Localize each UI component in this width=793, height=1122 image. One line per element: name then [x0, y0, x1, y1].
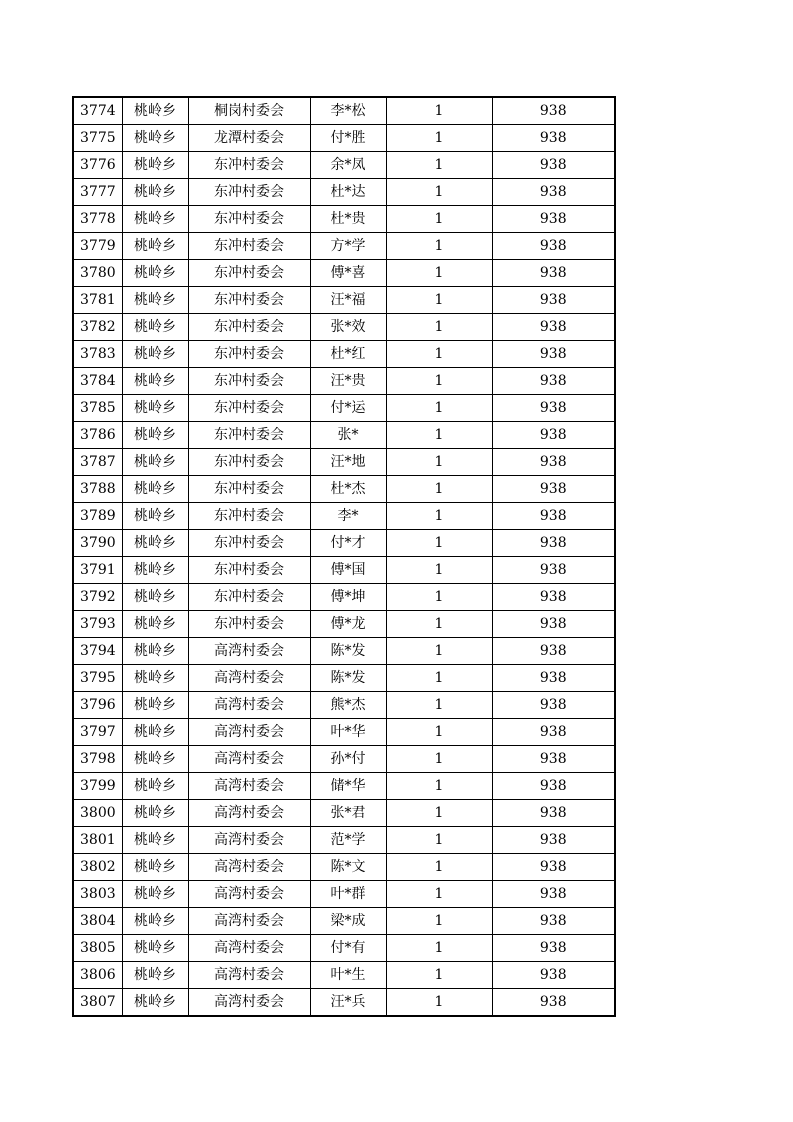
village-committee-cell: 高湾村委会: [188, 665, 310, 692]
table-row: [73, 476, 615, 503]
village-committee-cell: 东冲村委会: [188, 179, 310, 206]
count-cell: 1: [386, 908, 492, 935]
count-cell: 1: [386, 125, 492, 152]
village-committee-cell: 东冲村委会: [188, 287, 310, 314]
person-name-cell: 叶*群: [310, 881, 386, 908]
township-cell: 桃岭乡: [122, 935, 188, 962]
person-name-cell: 汪*地: [310, 449, 386, 476]
village-committee-cell: 东冲村委会: [188, 314, 310, 341]
person-name-cell: 李*: [310, 503, 386, 530]
amount-cell: 938: [492, 341, 615, 368]
township-cell: 桃岭乡: [122, 557, 188, 584]
village-committee-cell: 高湾村委会: [188, 989, 310, 1017]
amount-cell: 938: [492, 503, 615, 530]
village-committee-cell: 东冲村委会: [188, 530, 310, 557]
village-committee-cell: 高湾村委会: [188, 908, 310, 935]
row-number-cell: 3805: [73, 935, 122, 962]
township-cell: 桃岭乡: [122, 206, 188, 233]
amount-cell: 938: [492, 935, 615, 962]
village-committee-cell: 高湾村委会: [188, 719, 310, 746]
township-cell: 桃岭乡: [122, 233, 188, 260]
person-name-cell: 汪*贵: [310, 368, 386, 395]
village-committee-cell: 高湾村委会: [188, 773, 310, 800]
row-number-cell: 3782: [73, 314, 122, 341]
person-name-cell: 叶*华: [310, 719, 386, 746]
count-cell: 1: [386, 206, 492, 233]
village-committee-cell: 高湾村委会: [188, 692, 310, 719]
row-number-cell: 3804: [73, 908, 122, 935]
count-cell: 1: [386, 395, 492, 422]
amount-cell: 938: [492, 557, 615, 584]
count-cell: 1: [386, 260, 492, 287]
amount-cell: 938: [492, 908, 615, 935]
village-committee-cell: 东冲村委会: [188, 233, 310, 260]
table-row: [73, 827, 615, 854]
person-name-cell: 张*效: [310, 314, 386, 341]
row-number-cell: 3806: [73, 962, 122, 989]
person-name-cell: 付*运: [310, 395, 386, 422]
village-committee-cell: 东冲村委会: [188, 341, 310, 368]
row-number-cell: 3797: [73, 719, 122, 746]
township-cell: 桃岭乡: [122, 800, 188, 827]
table-row: [73, 719, 615, 746]
row-number-cell: 3793: [73, 611, 122, 638]
amount-cell: 938: [492, 97, 615, 125]
count-cell: 1: [386, 746, 492, 773]
amount-cell: 938: [492, 287, 615, 314]
village-committee-cell: 东冲村委会: [188, 476, 310, 503]
count-cell: 1: [386, 287, 492, 314]
count-cell: 1: [386, 719, 492, 746]
amount-cell: 938: [492, 368, 615, 395]
person-name-cell: 梁*成: [310, 908, 386, 935]
row-number-cell: 3784: [73, 368, 122, 395]
amount-cell: 938: [492, 800, 615, 827]
person-name-cell: 杜*红: [310, 341, 386, 368]
person-name-cell: 汪*福: [310, 287, 386, 314]
amount-cell: 938: [492, 206, 615, 233]
row-number-cell: 3777: [73, 179, 122, 206]
township-cell: 桃岭乡: [122, 449, 188, 476]
amount-cell: 938: [492, 665, 615, 692]
person-name-cell: 汪*兵: [310, 989, 386, 1017]
person-name-cell: 傅*坤: [310, 584, 386, 611]
row-number-cell: 3783: [73, 341, 122, 368]
table-row: [73, 125, 615, 152]
amount-cell: 938: [492, 530, 615, 557]
table-row: [73, 989, 615, 1017]
township-cell: 桃岭乡: [122, 530, 188, 557]
count-cell: 1: [386, 449, 492, 476]
count-cell: 1: [386, 557, 492, 584]
person-name-cell: 储*华: [310, 773, 386, 800]
count-cell: 1: [386, 503, 492, 530]
amount-cell: 938: [492, 179, 615, 206]
village-committee-cell: 东冲村委会: [188, 611, 310, 638]
person-name-cell: 傅*喜: [310, 260, 386, 287]
village-committee-cell: 东冲村委会: [188, 503, 310, 530]
village-committee-cell: 高湾村委会: [188, 854, 310, 881]
row-number-cell: 3798: [73, 746, 122, 773]
amount-cell: 938: [492, 611, 615, 638]
count-cell: 1: [386, 152, 492, 179]
amount-cell: 938: [492, 773, 615, 800]
person-name-cell: 陈*文: [310, 854, 386, 881]
township-cell: 桃岭乡: [122, 989, 188, 1017]
township-cell: 桃岭乡: [122, 125, 188, 152]
village-committee-cell: 龙潭村委会: [188, 125, 310, 152]
township-cell: 桃岭乡: [122, 719, 188, 746]
row-number-cell: 3785: [73, 395, 122, 422]
amount-cell: 938: [492, 422, 615, 449]
table-row: [73, 233, 615, 260]
table-row: [73, 557, 615, 584]
person-name-cell: 余*凤: [310, 152, 386, 179]
count-cell: 1: [386, 179, 492, 206]
township-cell: 桃岭乡: [122, 908, 188, 935]
row-number-cell: 3775: [73, 125, 122, 152]
village-committee-cell: 东冲村委会: [188, 584, 310, 611]
table-row: [73, 584, 615, 611]
village-committee-cell: 高湾村委会: [188, 881, 310, 908]
township-cell: 桃岭乡: [122, 881, 188, 908]
table-row: [73, 962, 615, 989]
table-row: [73, 341, 615, 368]
amount-cell: 938: [492, 152, 615, 179]
person-name-cell: 杜*杰: [310, 476, 386, 503]
amount-cell: 938: [492, 746, 615, 773]
person-name-cell: 陈*发: [310, 665, 386, 692]
table-row: [73, 638, 615, 665]
count-cell: 1: [386, 773, 492, 800]
township-cell: 桃岭乡: [122, 962, 188, 989]
village-committee-cell: 桐岗村委会: [188, 97, 310, 125]
table-row: [73, 179, 615, 206]
amount-cell: 938: [492, 314, 615, 341]
table-row: [73, 665, 615, 692]
data-table: [72, 96, 616, 1017]
table-row: [73, 800, 615, 827]
person-name-cell: 付*才: [310, 530, 386, 557]
count-cell: 1: [386, 97, 492, 125]
amount-cell: 938: [492, 476, 615, 503]
row-number-cell: 3780: [73, 260, 122, 287]
village-committee-cell: 高湾村委会: [188, 800, 310, 827]
township-cell: 桃岭乡: [122, 611, 188, 638]
person-name-cell: 张*君: [310, 800, 386, 827]
township-cell: 桃岭乡: [122, 827, 188, 854]
row-number-cell: 3795: [73, 665, 122, 692]
table-row: [73, 773, 615, 800]
township-cell: 桃岭乡: [122, 97, 188, 125]
person-name-cell: 张*: [310, 422, 386, 449]
table-row: [73, 314, 615, 341]
person-name-cell: 李*松: [310, 97, 386, 125]
amount-cell: 938: [492, 395, 615, 422]
row-number-cell: 3788: [73, 476, 122, 503]
township-cell: 桃岭乡: [122, 503, 188, 530]
count-cell: 1: [386, 611, 492, 638]
amount-cell: 938: [492, 638, 615, 665]
township-cell: 桃岭乡: [122, 854, 188, 881]
person-name-cell: 付*有: [310, 935, 386, 962]
amount-cell: 938: [492, 827, 615, 854]
village-committee-cell: 东冲村委会: [188, 260, 310, 287]
table-row: [73, 395, 615, 422]
township-cell: 桃岭乡: [122, 152, 188, 179]
township-cell: 桃岭乡: [122, 179, 188, 206]
township-cell: 桃岭乡: [122, 476, 188, 503]
township-cell: 桃岭乡: [122, 422, 188, 449]
row-number-cell: 3781: [73, 287, 122, 314]
village-committee-cell: 东冲村委会: [188, 395, 310, 422]
village-committee-cell: 东冲村委会: [188, 557, 310, 584]
count-cell: 1: [386, 962, 492, 989]
row-number-cell: 3807: [73, 989, 122, 1017]
table-row: [73, 692, 615, 719]
amount-cell: 938: [492, 233, 615, 260]
count-cell: 1: [386, 368, 492, 395]
township-cell: 桃岭乡: [122, 395, 188, 422]
table-row: [73, 530, 615, 557]
township-cell: 桃岭乡: [122, 287, 188, 314]
row-number-cell: 3792: [73, 584, 122, 611]
row-number-cell: 3779: [73, 233, 122, 260]
table-row: [73, 881, 615, 908]
count-cell: 1: [386, 584, 492, 611]
count-cell: 1: [386, 827, 492, 854]
count-cell: 1: [386, 638, 492, 665]
village-committee-cell: 东冲村委会: [188, 152, 310, 179]
village-committee-cell: 高湾村委会: [188, 827, 310, 854]
count-cell: 1: [386, 881, 492, 908]
township-cell: 桃岭乡: [122, 368, 188, 395]
person-name-cell: 方*学: [310, 233, 386, 260]
amount-cell: 938: [492, 449, 615, 476]
table-row: [73, 97, 615, 125]
amount-cell: 938: [492, 692, 615, 719]
table-row: [73, 368, 615, 395]
township-cell: 桃岭乡: [122, 341, 188, 368]
table-row: [73, 422, 615, 449]
township-cell: 桃岭乡: [122, 746, 188, 773]
row-number-cell: 3789: [73, 503, 122, 530]
row-number-cell: 3776: [73, 152, 122, 179]
table-row: [73, 206, 615, 233]
table-row: [73, 935, 615, 962]
village-committee-cell: 东冲村委会: [188, 206, 310, 233]
village-committee-cell: 高湾村委会: [188, 935, 310, 962]
person-name-cell: 傅*国: [310, 557, 386, 584]
count-cell: 1: [386, 422, 492, 449]
village-committee-cell: 高湾村委会: [188, 746, 310, 773]
person-name-cell: 叶*生: [310, 962, 386, 989]
person-name-cell: 杜*贵: [310, 206, 386, 233]
village-committee-cell: 高湾村委会: [188, 962, 310, 989]
row-number-cell: 3790: [73, 530, 122, 557]
count-cell: 1: [386, 341, 492, 368]
count-cell: 1: [386, 314, 492, 341]
row-number-cell: 3800: [73, 800, 122, 827]
count-cell: 1: [386, 989, 492, 1017]
person-name-cell: 付*胜: [310, 125, 386, 152]
count-cell: 1: [386, 665, 492, 692]
person-name-cell: 傅*龙: [310, 611, 386, 638]
table-row: [73, 287, 615, 314]
township-cell: 桃岭乡: [122, 692, 188, 719]
row-number-cell: 3799: [73, 773, 122, 800]
row-number-cell: 3794: [73, 638, 122, 665]
table-row: [73, 503, 615, 530]
amount-cell: 938: [492, 719, 615, 746]
person-name-cell: 陈*发: [310, 638, 386, 665]
table-row: [73, 746, 615, 773]
township-cell: 桃岭乡: [122, 314, 188, 341]
row-number-cell: 3791: [73, 557, 122, 584]
township-cell: 桃岭乡: [122, 773, 188, 800]
township-cell: 桃岭乡: [122, 260, 188, 287]
amount-cell: 938: [492, 854, 615, 881]
count-cell: 1: [386, 935, 492, 962]
row-number-cell: 3787: [73, 449, 122, 476]
table-row: [73, 152, 615, 179]
count-cell: 1: [386, 800, 492, 827]
count-cell: 1: [386, 854, 492, 881]
amount-cell: 938: [492, 989, 615, 1017]
amount-cell: 938: [492, 260, 615, 287]
amount-cell: 938: [492, 881, 615, 908]
village-committee-cell: 东冲村委会: [188, 422, 310, 449]
row-number-cell: 3803: [73, 881, 122, 908]
row-number-cell: 3778: [73, 206, 122, 233]
row-number-cell: 3801: [73, 827, 122, 854]
person-name-cell: 杜*达: [310, 179, 386, 206]
person-name-cell: 熊*杰: [310, 692, 386, 719]
table-row: [73, 908, 615, 935]
village-committee-cell: 高湾村委会: [188, 638, 310, 665]
table-row: [73, 449, 615, 476]
count-cell: 1: [386, 530, 492, 557]
table-row: [73, 611, 615, 638]
row-number-cell: 3796: [73, 692, 122, 719]
village-committee-cell: 东冲村委会: [188, 449, 310, 476]
count-cell: 1: [386, 233, 492, 260]
count-cell: 1: [386, 692, 492, 719]
row-number-cell: 3802: [73, 854, 122, 881]
person-name-cell: 范*学: [310, 827, 386, 854]
table-body: [73, 97, 615, 1016]
amount-cell: 938: [492, 584, 615, 611]
person-name-cell: 孙*付: [310, 746, 386, 773]
township-cell: 桃岭乡: [122, 638, 188, 665]
table-row: [73, 854, 615, 881]
count-cell: 1: [386, 476, 492, 503]
village-committee-cell: 东冲村委会: [188, 368, 310, 395]
row-number-cell: 3774: [73, 97, 122, 125]
table-row: [73, 260, 615, 287]
township-cell: 桃岭乡: [122, 665, 188, 692]
township-cell: 桃岭乡: [122, 584, 188, 611]
amount-cell: 938: [492, 125, 615, 152]
amount-cell: 938: [492, 962, 615, 989]
row-number-cell: 3786: [73, 422, 122, 449]
